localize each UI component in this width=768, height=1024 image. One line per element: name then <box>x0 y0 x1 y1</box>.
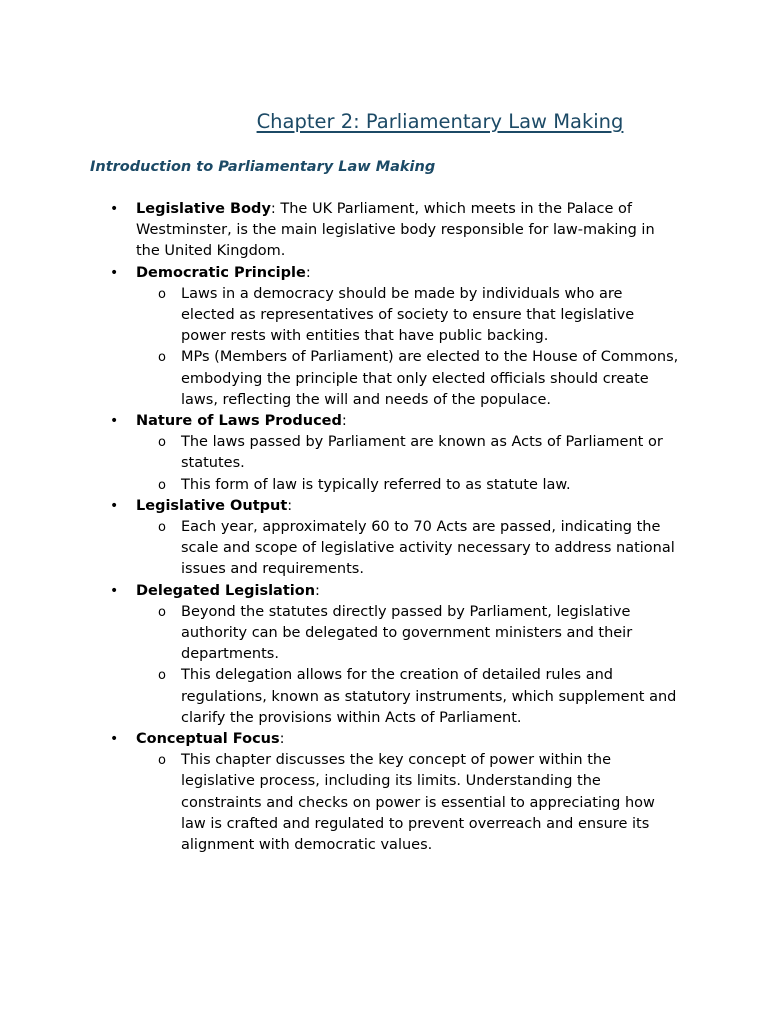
sub-list-item <box>136 347 680 411</box>
item-term: Delegated Legislation <box>136 582 316 599</box>
sub-bullet-icon: o <box>158 435 166 451</box>
sub-item-text: Laws in a democracy should be made by individuals who are elected as representatives of society to ensure that legislative power rests with entities that have public backing. <box>181 285 635 345</box>
sub-bullet-icon: o <box>158 350 166 366</box>
page-title: Chapter 2: Parliamentary Law Making <box>256 110 624 133</box>
bullet-icon: • <box>110 497 119 514</box>
item-text: : <box>279 731 285 748</box>
item-text: : <box>315 582 320 599</box>
bullet-list <box>0 199 768 856</box>
item-text: : <box>287 497 293 514</box>
sub-bullet-icon: o <box>158 286 166 302</box>
sub-list-item <box>136 284 680 348</box>
sub-list-item <box>136 750 680 856</box>
list-item-conceptual-focus <box>0 729 768 856</box>
sub-bullet-icon: o <box>158 753 166 769</box>
item-term: Nature of Laws Produced <box>136 413 342 430</box>
sub-list-item <box>136 432 680 474</box>
sub-bullet-icon: o <box>158 477 166 493</box>
sub-bullet-icon: o <box>158 604 166 620</box>
item-text: : <box>341 413 347 430</box>
item-term: Legislative Body <box>136 201 271 217</box>
sub-bullet-icon: o <box>158 668 166 684</box>
sub-item-text: The laws passed by Parliament are known as Acts of Parliament or statutes. <box>181 434 663 472</box>
sub-list <box>136 284 680 411</box>
sub-list <box>136 602 680 729</box>
sub-list <box>136 432 680 496</box>
item-term: Conceptual Focus <box>136 731 280 748</box>
item-term: Democratic Principle <box>136 264 306 281</box>
sub-item-text: This form of law is typically referred to as statute law. <box>181 476 571 493</box>
bullet-icon: • <box>110 413 119 430</box>
list-item-nature-of-laws <box>0 411 768 496</box>
list-item-legislative-body <box>0 199 768 263</box>
item-text: : The UK Parliament, which meets in the Palace of Westminster, is the main legislative body responsible for law-making in the United Kingdom. <box>136 201 655 260</box>
sub-list <box>136 517 680 581</box>
sub-list-item <box>136 475 680 496</box>
sub-list <box>136 750 680 856</box>
document-body <box>0 199 768 856</box>
item-term: Legislative Output <box>136 497 288 514</box>
sub-bullet-icon: o <box>158 520 166 536</box>
sub-item-text: Each year, approximately 60 to 70 Acts are passed, indicating the scale and scope of legislative activity necessary to address national issues and requirements. <box>181 519 675 578</box>
sub-item-text: Beyond the statutes directly passed by Parliament, legislative authority can be delegated to government ministers and their departments. <box>181 603 633 663</box>
list-item-legislative-output <box>0 496 768 581</box>
bullet-icon: • <box>110 201 119 217</box>
section-subtitle: Introduction to Parliamentary Law Making <box>90 159 436 175</box>
item-text: : <box>305 264 311 281</box>
bullet-icon: • <box>110 264 119 281</box>
sub-list-item <box>136 517 680 581</box>
bullet-icon: • <box>110 731 119 748</box>
sub-list-item <box>136 602 680 666</box>
sub-item-text: This chapter discusses the key concept of power within the legislative process, including its limits. Understanding the constraints and checks on power is essential to appreciating how law is crafted and regulated to prevent overreach and ensure its alignment with democratic values. <box>181 752 655 854</box>
list-item-delegated-legislation <box>0 581 768 729</box>
bullet-icon: • <box>110 582 119 599</box>
sub-item-text: This delegation allows for the creation of detailed rules and regulations, known as statutory instruments, which supplement and clarify the provisions within Acts of Parliament. <box>181 667 677 726</box>
sub-item-text: MPs (Members of Parliament) are elected to the House of Commons, embodying the principle that only elected officials should create laws, reflecting the will and needs of the populace. <box>181 349 679 408</box>
list-item-democratic-principle <box>0 263 768 411</box>
sub-list-item <box>136 665 680 729</box>
